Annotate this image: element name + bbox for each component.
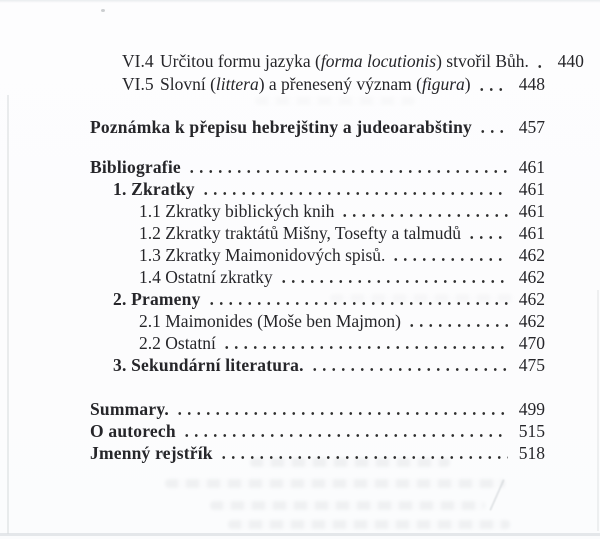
page-number: 499: [518, 399, 545, 419]
toc-row: [90, 398, 545, 420]
toc-row: [90, 354, 545, 376]
dot-leader: [182, 433, 508, 438]
page-number: 461: [518, 179, 545, 199]
dot-leader: [222, 345, 508, 350]
scan-edge-bottom: [0, 533, 600, 536]
scan-edge-top: [0, 0, 600, 3]
bleed-through-artifact: [228, 520, 510, 529]
toc-row: [90, 156, 545, 178]
toc-entry-label: 1.2 Zkratky traktátů Mišny, Tosefty a talmudů: [139, 223, 461, 243]
bleed-through-artifact: [165, 479, 505, 488]
toc-row: [90, 288, 545, 310]
page-number: 461: [518, 201, 545, 221]
dot-leader: [175, 411, 508, 416]
toc-row: [90, 420, 545, 442]
dot-leader: [201, 191, 508, 196]
scan-hairline-artifact: [489, 479, 505, 511]
toc-row: [90, 442, 545, 464]
toc-entry-label: Slovní (littera) a přenesený význam (figura): [160, 74, 471, 94]
toc-row: [90, 178, 545, 200]
page-number: 515: [518, 421, 545, 441]
toc-row: [90, 244, 545, 266]
toc-entry-label: 2. Prameny: [113, 289, 201, 309]
toc-entry-label: Jmenný rejstřík: [90, 443, 213, 463]
page-number: 448: [518, 74, 545, 94]
toc-entry-label: 2.2 Ostatní: [139, 333, 216, 353]
toc-entry-label: 1.4 Ostatní zkratky: [139, 267, 273, 287]
toc-entry-label: Poznámka k přepisu hebrejštiny a judeoarabštiny: [90, 117, 472, 137]
page-number: 461: [518, 223, 545, 243]
toc-entry-label: O autorech: [90, 421, 176, 441]
page-number: 440: [557, 51, 584, 71]
page-number: 475: [518, 355, 545, 375]
dot-leader: [187, 169, 508, 174]
page-number: 470: [518, 333, 545, 353]
dot-leader: [279, 279, 508, 284]
toc-entry-label: 1.1 Zkratky biblických knih: [139, 201, 335, 221]
toc-entry-number: VI.5: [122, 74, 154, 94]
scan-speck: [101, 9, 105, 12]
page-number: 518: [518, 443, 545, 463]
page-number: 457: [518, 117, 545, 137]
dot-leader: [478, 129, 508, 134]
toc-row: [90, 50, 584, 73]
toc-entry-label: Určitou formu jazyka (forma locutionis) stvořil Bůh.: [160, 51, 529, 71]
page-number: 462: [518, 267, 545, 287]
dot-leader: [467, 235, 508, 240]
scan-edge-right: [597, 290, 599, 531]
toc-entry-label: 2.1 Maimonides (Moše ben Majmon): [139, 311, 401, 331]
dot-leader: [219, 455, 508, 460]
toc-row: [90, 73, 545, 96]
page-number: 462: [518, 289, 545, 309]
toc-entry-label: 3. Sekundární literatura.: [113, 355, 304, 375]
toc-row: [90, 116, 545, 138]
toc-row: [90, 310, 545, 332]
dot-leader: [207, 301, 508, 306]
toc-entry-label: 1.3 Zkratky Maimonidových spisů.: [139, 245, 386, 265]
toc-entry-number: VI.4: [122, 51, 154, 71]
toc-entry-label: Summary.: [90, 399, 169, 419]
page-number: 461: [518, 157, 545, 177]
toc-list: [90, 50, 584, 464]
toc-row: [90, 222, 545, 244]
toc-row: [90, 266, 545, 288]
page-number: 462: [518, 245, 545, 265]
dot-leader: [340, 213, 508, 218]
dot-leader: [477, 87, 508, 92]
toc-row: [90, 200, 545, 222]
toc-entry-label: 1. Zkratky: [113, 179, 195, 199]
dot-leader: [535, 64, 547, 69]
dot-leader: [407, 323, 508, 328]
dot-leader: [391, 257, 508, 262]
dot-leader: [310, 367, 508, 372]
scan-edge-left: [7, 95, 9, 534]
bleed-through-artifact: [210, 501, 485, 510]
page-number: 462: [518, 311, 545, 331]
toc-row: [90, 332, 545, 354]
toc-entry-label: Bibliografie: [90, 157, 181, 177]
